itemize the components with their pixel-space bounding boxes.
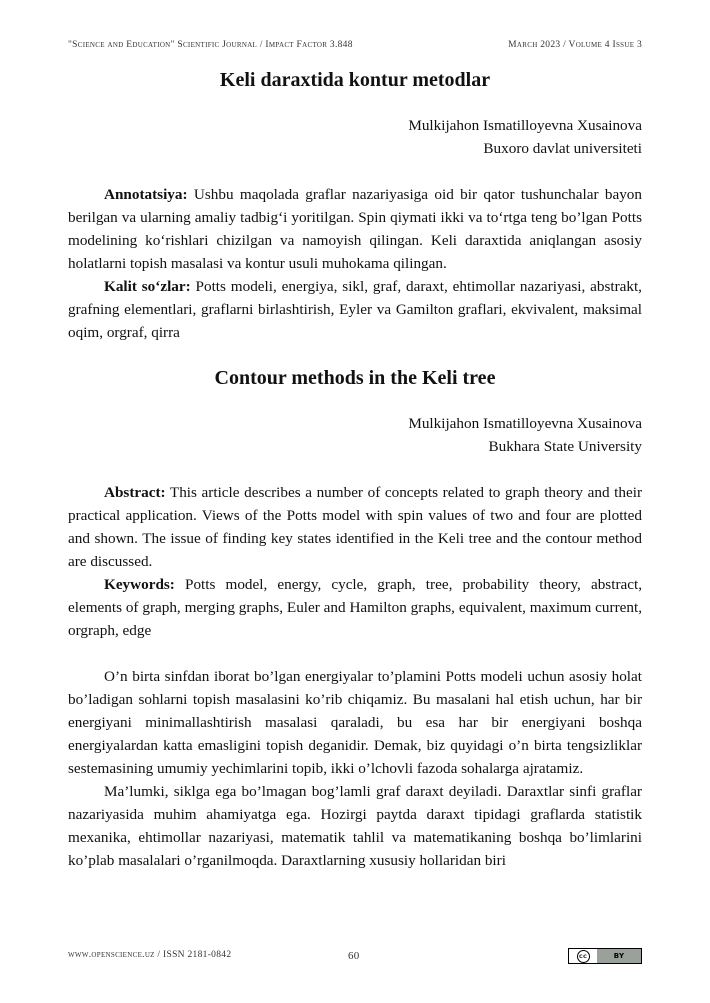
- abstract-paragraph-en: [68, 481, 642, 573]
- title-uz: Keli daraxtida kontur metodlar: [219, 69, 491, 91]
- author-block-uz: [68, 114, 642, 160]
- author-block-en: [68, 412, 642, 458]
- abstract-paragraph-uz: [68, 183, 642, 275]
- cc-logo-icon: [569, 949, 597, 963]
- keywords-label-en: Keywords:: [104, 576, 175, 593]
- keywords-text-uz: Potts modeli, energiya, sikl, graf, daraxt, ehtimollar nazariyasi, abstrakt, grafning elementlari, graflarni birlashtirish, Eyler va Gamilton graflari, ekvivalent, maksimal oqim, orgraf, qirra: [68, 278, 642, 341]
- affiliation-uz: Buxoro davlat universiteti: [483, 140, 642, 157]
- paper-page: [68, 66, 642, 872]
- footer-website: www.openscience.uz / ISSN 2181-0842: [68, 950, 232, 960]
- abstract-uz: [68, 183, 642, 344]
- title-en: Contour methods in the Keli tree: [214, 367, 496, 389]
- keywords-paragraph-uz: [68, 275, 642, 344]
- body-paragraph-1: O’n birta sinfdan iborat bo’lgan energiyalar to’plamini Potts modeli uchun asosiy holat bo’ladigan sohlarni topish masalasini ko’rib chiqamiz. Bu masalani hal etish uchun, har bir energiyani minimallashtirish masalasi qaraladi, bu esa har bir energiyani boshqa energiyalardan katta emasligini topish deganidir. Demak, biz quyidagi o’n birta tengsizliklar sestemasining umumiy yechimlarini topib, ikki o’lchovli fazoda sohalarga ajratamiz.: [68, 668, 642, 777]
- cc-circle: cc: [577, 950, 590, 963]
- cc-license-badge: [568, 948, 642, 964]
- affiliation-en: Bukhara State University: [488, 438, 642, 455]
- abstract-label-uz: Annotatsiya:: [104, 186, 188, 203]
- header-journal: "Science and Education" Scientific Journal / Impact Factor 3.848: [68, 40, 353, 50]
- keywords-paragraph-en: [68, 573, 642, 642]
- running-header: [68, 40, 642, 50]
- author-name-en: Mulkijahon Ismatilloyevna Xusainova: [408, 415, 642, 432]
- header-issue: March 2023 / Volume 4 Issue 3: [508, 40, 642, 50]
- abstract-en: [68, 481, 642, 642]
- body-text: [68, 665, 642, 872]
- keywords-label-uz: Kalit so‘zlar:: [104, 278, 191, 295]
- page-number: 60: [348, 950, 360, 962]
- abstract-label-en: Abstract:: [104, 484, 166, 501]
- keywords-text-en: Potts model, energy, cycle, graph, tree, probability theory, abstract, elements of graph, merging graphs, Euler and Hamilton graphs, equivalent, maximum current, orgraph, edge: [68, 576, 642, 639]
- author-name-uz: Mulkijahon Ismatilloyevna Xusainova: [408, 117, 642, 134]
- cc-by-label: BY: [597, 949, 641, 963]
- abstract-text-en: This article describes a number of concepts related to graph theory and their practical application. Views of the Potts model with spin values of two and four are plotted and shown. The issue of finding key states identified in the Keli tree and the contour method are discussed.: [68, 484, 642, 570]
- page-footer: [68, 948, 642, 964]
- abstract-text-uz: Ushbu maqolada graflar nazariyasiga oid bir qator tushunchalar bayon berilgan va ularning amaliy tadbig‘i yoritilgan. Spin qiymati ikki va to‘rtga teng bo’lgan Potts modelining ko‘rishlari chizilgan va namoyish qilingan. Keli daraxtida aniqlangan asosiy holatlarni topish masalasi va kontur usuli muhokama qilingan.: [68, 186, 642, 272]
- body-paragraph-2: Ma’lumki, siklga ega bo’lmagan bog’lamli graf daraxt deyiladi. Daraxtlar sinfi graflar nazariyasida muhim ahamiyatga ega. Hozirgi paytda daraxt tipidagi graflarda statistik mexanika, ehtimollar nazariyasi, matematik tahlil va matematikaning boshqa bo’limlarini ko’plab masalalari o’rganilmoqda. Daraxtlarning xususiy hollaridan biri: [68, 783, 642, 869]
